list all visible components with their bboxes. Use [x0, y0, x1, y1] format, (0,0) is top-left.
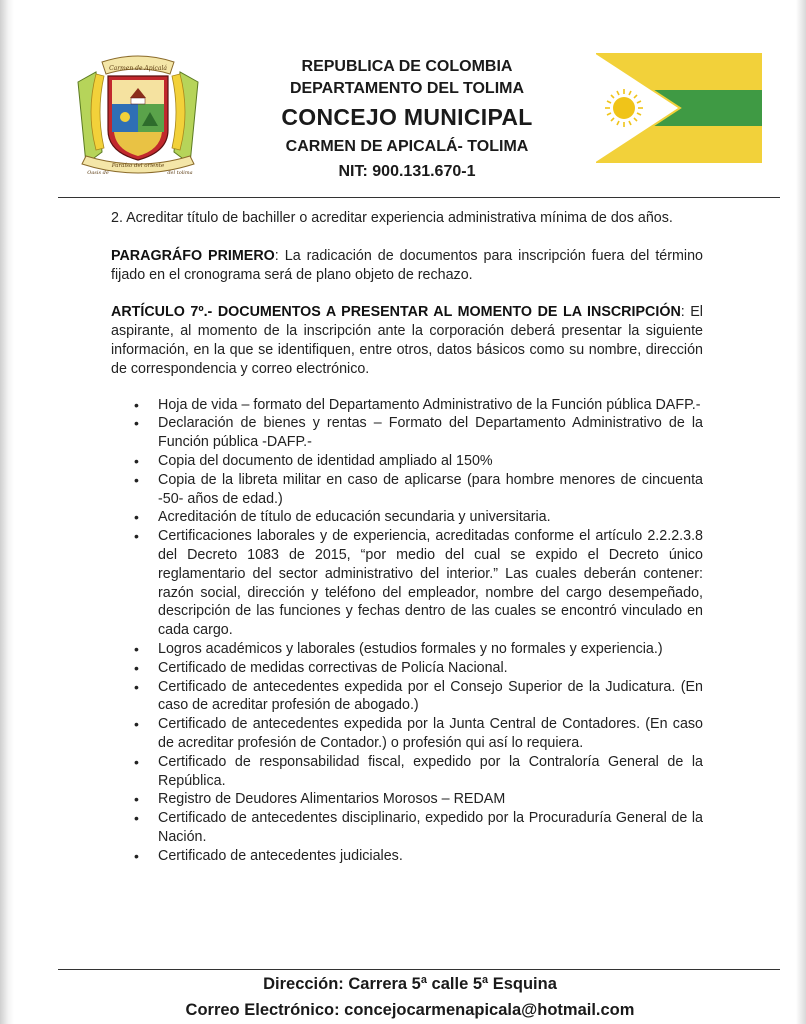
institution-name: CONCEJO MUNICIPAL	[281, 104, 533, 130]
department-name: DEPARTAMENTO DEL TOLIMA	[289, 80, 525, 97]
list-item: • Certificado de antecedentes disciplinario, expedido por la Procuraduría General de la Nación.	[158, 809, 703, 847]
country-name: REPUBLICA DE COLOMBIA	[301, 58, 513, 75]
list-item: • Copia de la libreta militar en caso de aplicarse (para hombre menores de cincuenta -50- años de edad.)	[158, 471, 703, 509]
municipal-flag-image	[596, 53, 762, 163]
list-item: • Certificado de medidas correctivas de Policía Nacional.	[158, 659, 703, 678]
list-item: • Certificado de antecedentes expedida por el Consejo Superior de la Judicatura. (En caso de acreditar profesión de abogado.)	[158, 678, 703, 716]
paragrafo-label: PARAGRÁFO PRIMERO	[111, 247, 275, 264]
crest-ribbon-right-text: del tolima	[167, 170, 193, 176]
municipality-name: CARMEN DE APICALÁ- TOLIMA	[285, 138, 529, 155]
footer-address: Dirección: Carrera 5ª calle 5ª Esquina	[263, 975, 557, 993]
list-item: • Certificaciones laborales y de experiencia, acreditadas conforme el artículo 2.2.2.3.8 del Decreto 1083 de 2015, “por medio del cual se expido el Decreto único reglamentario del sector administrativo del interior.” Las cuales deberán contener: razón social, dirección y teléfono del empleador, nombre del cargo desempeñado, descripción de las funciones y fechas dentro de las cuales se encontró vinculado en cada cargo.	[158, 527, 703, 640]
paragrafo-primero	[111, 247, 703, 285]
nit-number: NIT: 900.131.670-1	[338, 163, 476, 180]
list-item: • Copia del documento de identidad ampliado al 150%	[158, 452, 703, 471]
requirement-item-2: 2. Acreditar título de bachiller o acreditar experiencia administrativa mínima de dos años.	[111, 210, 673, 226]
articulo-7	[111, 303, 703, 378]
articulo-text: : El aspirante, al momento de la inscripción ante la corporación deberá presentar la siguiente información, en la que se identifiquen, entre otros, datos básicos como su nombre, dirección de correspondencia y correo electrónico.	[111, 304, 703, 377]
required-documents-list	[111, 396, 703, 866]
paragrafo-text: : La radicación de documentos para inscripción fuera del término fijado en el cronograma será de plano objeto de rechazo.	[111, 247, 703, 283]
list-item: • Certificado de antecedentes expedida por la Junta Central de Contadores. (En caso de acreditar profesión de Contador.) o profesión qui así lo requiera.	[158, 715, 703, 753]
footer-email: Correo Electrónico: concejocarmenapicala@hotmail.com	[185, 1001, 635, 1019]
list-item: • Acreditación de título de educación secundaria y universitaria.	[158, 508, 703, 527]
header-divider	[58, 197, 780, 198]
list-item: • Hoja de vida – formato del Departamento Administrativo de la Función pública DAFP.-	[158, 396, 703, 415]
municipal-coat-of-arms-logo	[72, 52, 204, 182]
letterhead	[0, 0, 806, 200]
letterhead-title-block	[222, 56, 592, 184]
list-item: • Logros académicos y laborales (estudios formales y no formales y experiencia.)	[158, 640, 703, 659]
list-item: • Certificado de antecedentes judiciales.	[158, 847, 703, 866]
crest-ribbon-left-text: Oasis de	[87, 170, 109, 176]
letterhead-footer	[100, 971, 720, 1023]
footer-divider	[58, 969, 780, 970]
crest-ribbon-top-text: Carmen de Apicalá	[109, 65, 167, 72]
articulo-label: ARTÍCULO 7º.- DOCUMENTOS A PRESENTAR AL MOMENTO DE LA INSCRIPCIÓN	[111, 304, 681, 321]
list-item: • Registro de Deudores Alimentarios Morosos – REDAM	[158, 790, 703, 809]
list-item: • Certificado de responsabilidad fiscal, expedido por la Contraloría General de la República.	[158, 753, 703, 791]
crest-ribbon-mid-text: Paraíso del oriente	[111, 163, 165, 169]
document-body	[111, 209, 703, 866]
list-item: • Declaración de bienes y rentas – Formato del Departamento Administrativo de la Función pública -DAFP.-	[158, 414, 703, 452]
